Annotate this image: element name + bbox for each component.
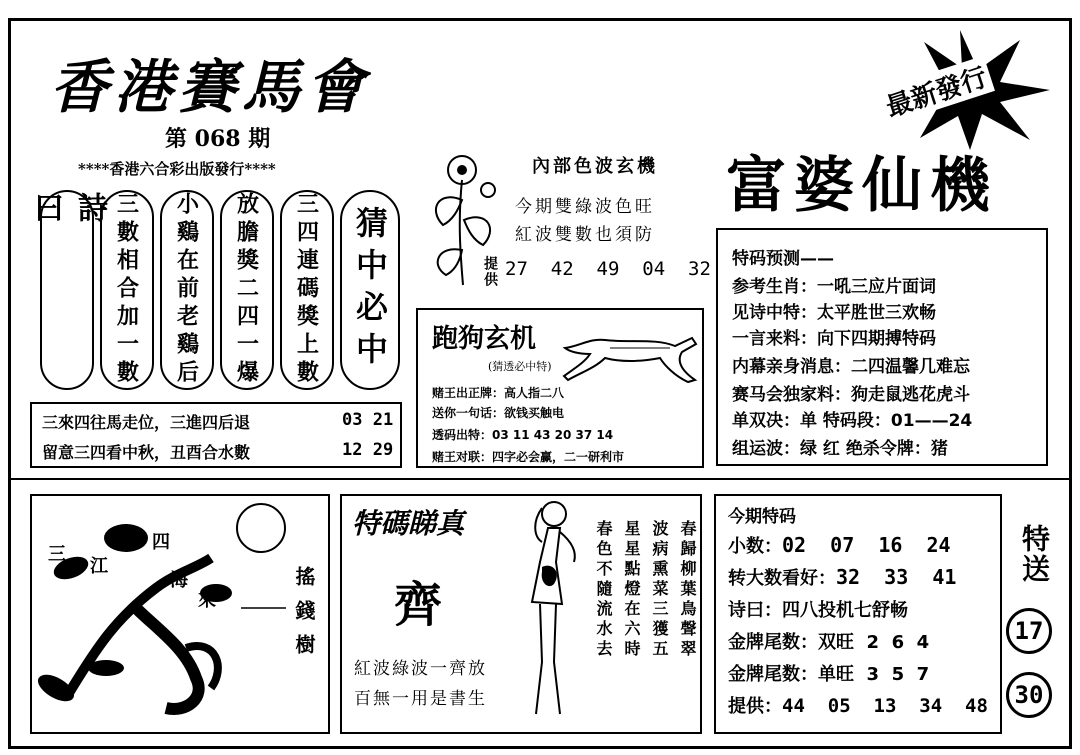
- special-row-value: 44 05 13 34 48: [782, 695, 988, 717]
- poem-column: [100, 190, 154, 390]
- special-row: [728, 628, 929, 654]
- poem-text: 放膽獎二四一爆: [233, 192, 260, 388]
- fupo-badge: 最新發行: [877, 56, 995, 126]
- special-row: [728, 692, 988, 718]
- fupo-title: 富婆仙機: [726, 151, 998, 221]
- issue-number: 第 068 期: [165, 126, 271, 152]
- fupo-line: 内幕亲身消息：二四温馨几难忘: [732, 357, 970, 377]
- poem-text: 詩 曰: [28, 192, 107, 282]
- special-side-label: 特送: [1018, 524, 1051, 584]
- special-circle-number: 17: [1006, 608, 1052, 654]
- fupo-line: 参考生肖：一吼三应片面词: [732, 277, 936, 297]
- special-row-label: 小数：: [728, 536, 782, 557]
- inner-color-line: 紅波雙數也須防: [515, 225, 655, 245]
- dog-line: 送你一句话：欲钱买触电: [432, 406, 565, 420]
- fupo-line: 组运波：绿 红 绝杀令牌：猪: [732, 439, 948, 459]
- tree-char: 四: [152, 532, 170, 553]
- inner-color-numbers: 27 42 49 04 32: [505, 258, 711, 280]
- tree-char: 海: [170, 570, 188, 591]
- tema-poem-col: 春色不隨流水去: [594, 520, 613, 660]
- left-row-nums: 03 21: [342, 410, 394, 430]
- poem-column: [28, 190, 107, 390]
- special-row: [728, 564, 956, 590]
- greyhound-icon: [560, 318, 700, 388]
- special-row-label: 金牌尾数：: [728, 632, 818, 653]
- tema-footer: 紅波綠波一齊放: [354, 659, 487, 679]
- tema-footer: 百無一用是書生: [354, 689, 487, 709]
- poem-column: [340, 190, 400, 390]
- left-row-nums: 12 29: [342, 440, 394, 460]
- poem-text: 三四連碼獎上數: [293, 192, 320, 388]
- dog-line: 赌王对联：四字必会赢，二一研利市: [432, 450, 625, 464]
- tema-heading: 特碼睇真: [352, 507, 465, 540]
- special-row-value: 单旺 3 5 7: [818, 664, 930, 685]
- horizontal-divider: [8, 478, 1072, 480]
- inner-color-heading: 內部色波玄機: [532, 156, 658, 177]
- tema-poem-col: 星星點燈在六時: [622, 520, 641, 660]
- fupo-line: 特码预测——: [732, 249, 834, 269]
- tema-poem-col: 波病熏菜三獲五: [650, 520, 669, 660]
- special-row-value: 四八投机七舒畅: [782, 600, 908, 621]
- tema-big-char: 齊: [394, 577, 443, 633]
- inner-color-line: 今期雙綠波色旺: [515, 197, 655, 217]
- dog-sub: (猜透必中特): [488, 360, 552, 373]
- publisher-line: ****香港六合彩出版發行****: [78, 160, 276, 178]
- special-circle-number: 30: [1006, 672, 1052, 718]
- page-title: 香港賽馬會: [50, 53, 371, 121]
- special-row: [728, 660, 929, 686]
- lady-illustration: [512, 492, 592, 722]
- left-row-text: 留意三四看中秋，丑酉合水數: [42, 443, 251, 462]
- fupo-line: 赛马会独家料：狗走鼠逃花虎斗: [732, 385, 970, 405]
- provide-label: 提供: [482, 256, 498, 288]
- tree-char: 來: [198, 590, 216, 611]
- fupo-line: 一言来料：向下四期搏特码: [732, 329, 936, 349]
- poem-text: 小鷄在前老鷄后: [173, 192, 200, 388]
- left-rows-box: [30, 402, 402, 468]
- special-row-label: 诗曰：: [728, 600, 782, 621]
- poem-column: [220, 190, 274, 390]
- tree-char: 三: [48, 544, 66, 565]
- poem-column: [280, 190, 334, 390]
- poem-text: 三數相合加一數: [113, 192, 140, 388]
- poem-column: [160, 190, 214, 390]
- special-row: [728, 596, 908, 622]
- tema-poem-col: 春歸柳葉鳥聲翠: [678, 520, 697, 660]
- dog-line: 透码出特：03 11 43 20 37 14: [432, 428, 614, 442]
- special-heading: 今期特码: [728, 507, 796, 527]
- special-row-label: 转大数看好：: [728, 568, 836, 589]
- tree-char: 江: [90, 556, 108, 577]
- dog-line: 赌王出正牌：高人指二八: [432, 386, 565, 400]
- poem-text: 猜中必中: [351, 206, 389, 374]
- special-row-value: 02 07 16 24: [782, 533, 951, 557]
- special-row: [728, 532, 951, 558]
- fupo-line: 见诗中特：太平胜世三欢畅: [732, 303, 936, 323]
- fupo-line: 单双决：单 特码段：01——24: [732, 411, 973, 431]
- special-row-value: 双旺 2 6 4: [818, 632, 930, 653]
- special-row-label: 提供：: [728, 696, 782, 717]
- left-row-text: 三來四往馬走位，三進四后退: [42, 413, 251, 432]
- dog-heading: 跑狗玄机: [432, 324, 537, 354]
- special-row-label: 金牌尾数：: [728, 664, 818, 685]
- special-row-value: 32 33 41: [836, 565, 957, 589]
- tree-label: 搖錢樹: [292, 566, 316, 668]
